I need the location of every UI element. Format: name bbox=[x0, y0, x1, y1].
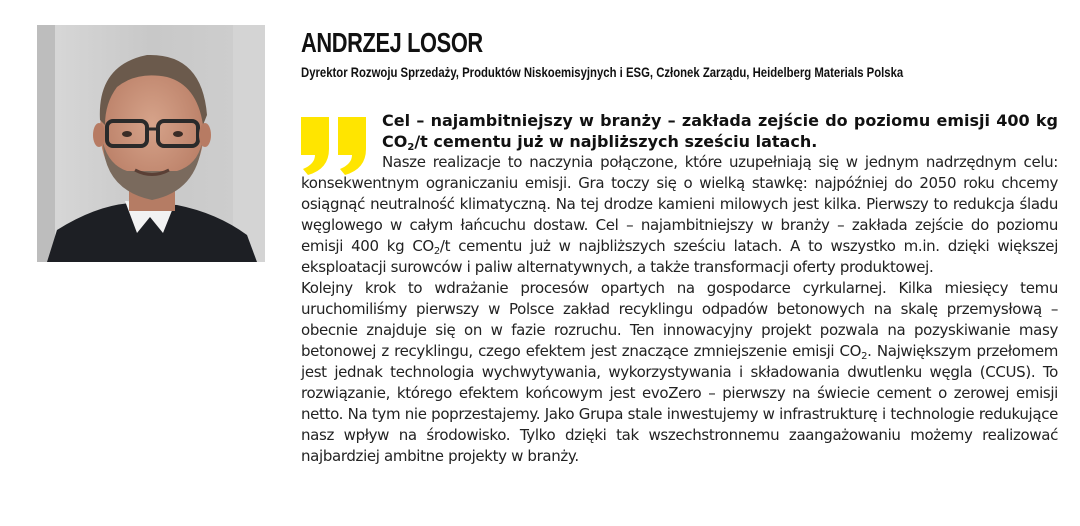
paragraph-2 bbox=[301, 278, 1058, 467]
pull-quote bbox=[382, 110, 1058, 152]
paragraph-2-text-end: . Największym przełomem jest jednak technologia wychwytywania, wykorzystywania i składowania dwutlenku węgla (CCUS). To rozwiązanie, którego efektem końcowym jest evoZero – pierwszy na świecie cement o zerowej emisji netto. Na tym nie poprzestajemy. Jako Grupa stale inwestujemy w infrastrukturę i technologie redukujące nasz wpływ na środowisko. Tylko dzięki tak wszechstronnemu zaangażowaniu możemy realizować najbardziej ambitne projekty w branży. bbox=[301, 342, 1058, 465]
paragraph-1 bbox=[301, 152, 1058, 278]
paragraph-2-subscript: 2 bbox=[861, 351, 868, 362]
speaker-name: ANDRZEJ LOSOR bbox=[301, 27, 483, 58]
pull-quote-text: Cel – najambitniejszy w branży – zakłada zejście do poziomu emisji 400 kg CO bbox=[382, 111, 1058, 151]
paragraph-1-text: Nasze realizacje to naczynia połączone, które uzupełniają się w jednym nadrzędnym celu: konsekwentnym ograniczaniu emisji. Gra toczy się o wielką stawkę: najpóźniej do 2050 roku chcemy osiągnąć neutralność klimatyczną. Na tej drodze kamieni milowych jest kilka. Pierwszy to redukcja śladu węglowego w całym łańcuchu dostaw. Cel – najambitniejszy w branży – zakłada zejście do poziomu emisji 400 kg CO bbox=[301, 153, 1058, 255]
pull-quote-subscript: 2 bbox=[407, 142, 415, 153]
paragraph-1-subscript: 2 bbox=[433, 246, 440, 257]
paragraph-2-text: Kolejny krok to wdrażanie procesów opartych na gospodarce cyrkularnej. Kilka miesięcy temu uruchomiliśmy pierwszy w Polsce zakład recyklingu odpadów betonowych na skalę przemysłową – obecnie znajduje się on w fazie rozruchu. Ten innowacyjny projekt pozwala na pozyskiwanie masy betonowej z recyklingu, czego efektem jest znaczące zmniejszenie emisji CO bbox=[301, 279, 1058, 360]
speaker-header bbox=[301, 27, 1061, 81]
article-body bbox=[301, 110, 1058, 467]
paragraph-1-text-end: /t cementu już w najbliższych sześciu latach. A to wszystko m.in. dzięki większej eksploatacji surowców i paliw alternatywnych, a także transformacji oferty produktowej. bbox=[301, 237, 1059, 276]
pull-quote-text-end: /t cementu już w najbliższych sześciu latach. bbox=[414, 132, 818, 151]
speaker-role: Dyrektor Rozwoju Sprzedaży, Produktów Niskoemisyjnych i ESG, Członek Zarządu, Heidelberg Materials Polska bbox=[301, 64, 904, 80]
portrait-photo bbox=[37, 25, 265, 262]
